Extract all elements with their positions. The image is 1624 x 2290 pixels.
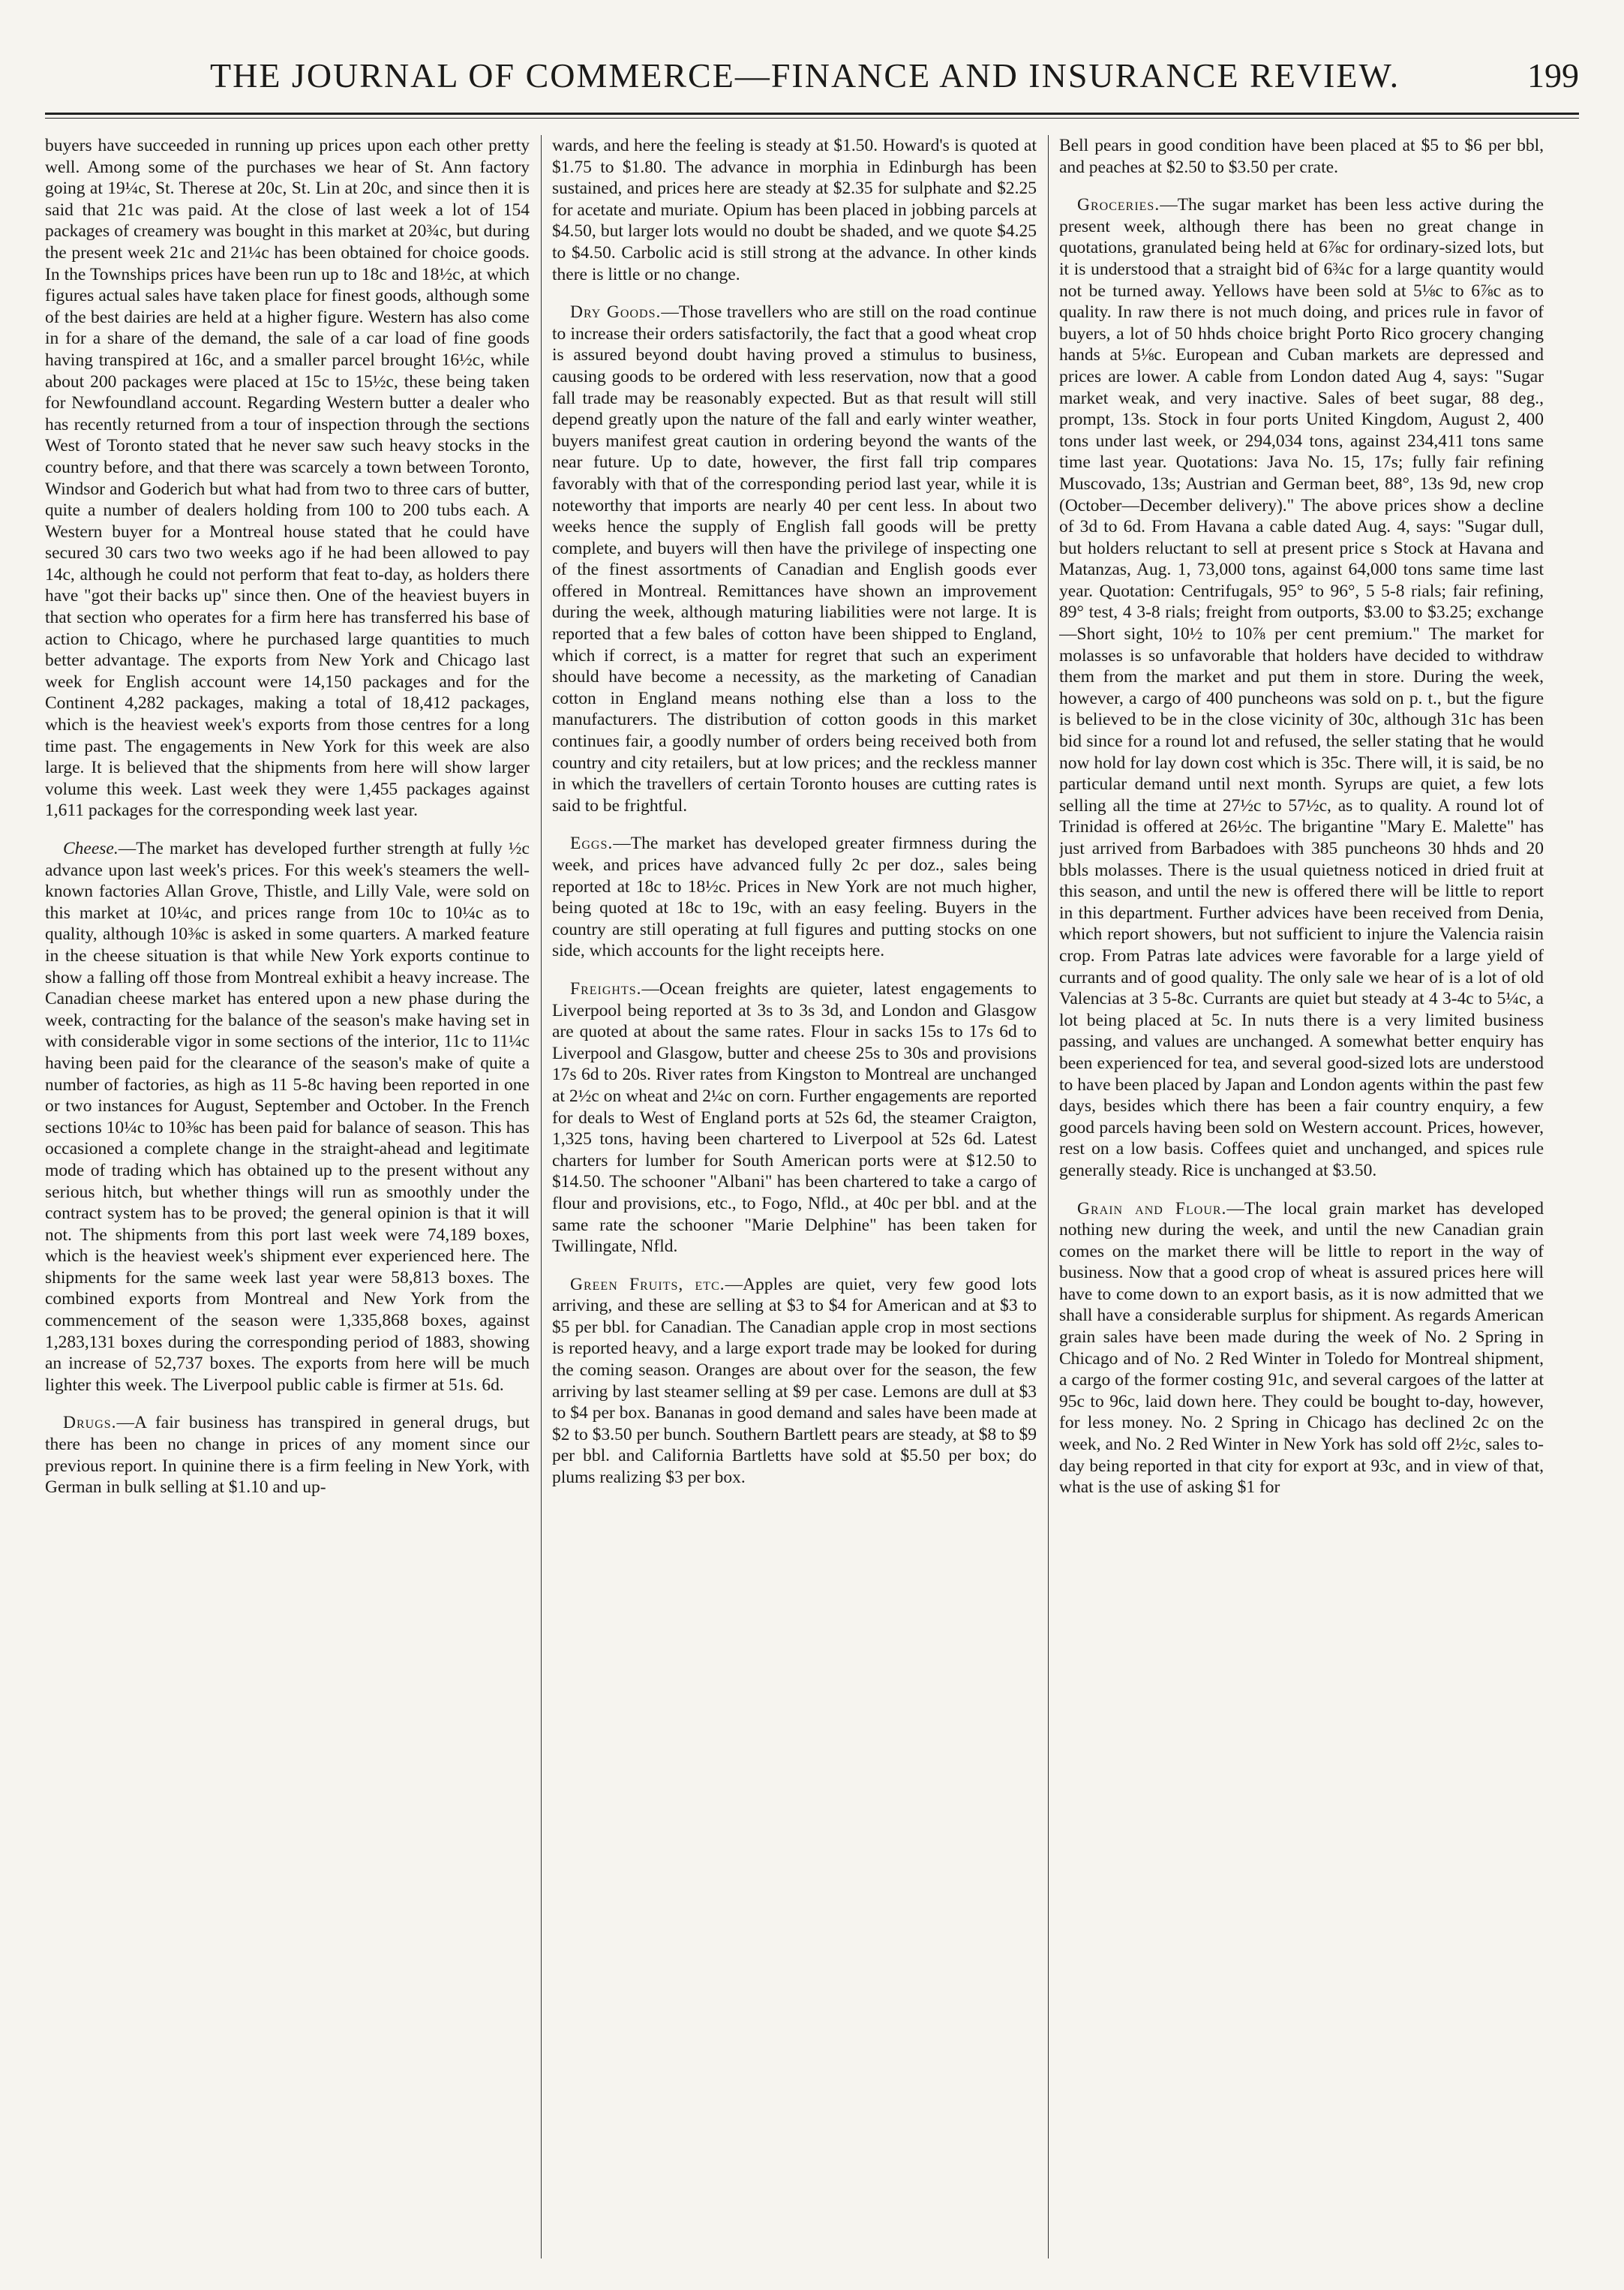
journal-title: THE JOURNAL OF COMMERCE—FINANCE AND INSURANCE REVIEW. [210,56,1400,95]
section-heading-cheese: Cheese. [63,839,119,858]
column-3-paragraph-groceries: Groceries.—The sugar market has been less active during the present week, although there has been no great change in quotations, granulated being held at 6⅞c for ordinary-sized lots, but it is understood that a straight bid of 6¾c for a large quantity would not be turned away. Yellows have been sold at 5⅛c to 6⅞c as to quality. In raw there is not much doing, and prices rule in favor of buyers, a lot of 50 hhds choice bright Porto Rico grocery changing hands at 5⅛c. European and Cuban markets are depressed and prices are lower. A cable from London dated Aug 4, says: "Sugar market weak, and very inactive. Sales of beet sugar, 88 deg., prompt, 13s. Stock in four ports United Kingdom, August 2, 400 tons under last week, or 294,034 tons, against 234,411 tons same time last year. Quotations: Java No. 15, 17s; fully fair refining Muscovado, 13s; Austrian and German beet, 88°, 13s 9d, new crop (October—December delivery)." The above prices show a decline of 3d to 6d. From Havana a cable dated Aug. 4, says: "Sugar dull, but holders reluctant to sell at present price s Stock at Havana and Matanzas, Aug. 1, 73,000 tons, against 64,000 tons same time last year. Quotation: Centrifugals, 95° to 96°, 5 5-8 rials; fair refining, 89° test, 4 3-8 rials; freight from outports, $3.00 to $3.25; exchange—Short sight, 10½ to 10⅞ per cent premium." The market for molasses is so unfavorable that holders have decided to withdraw them from the market and put them in store. During the week, however, a cargo of 400 puncheons was sold on p. t., but the figure is believed to be in the close vicinity of 30c, although 31c has been bid since for a round lot and refused, the seller stating that he would now hold for lay down cost which is 35c. There will, it is said, be no particular demand until next month. Syrups are quiet, a few lots selling all the time at 27½c to 57½c, as to quality. A round lot of Trinidad is offered at 26½c. The brigantine "Mary E. Malette" has just arrived from Barbadoes with 385 puncheons 30 hhds and 20 bbls molasses. There is the usual quietness noticed in dried fruit at this season, and until the new is offered there will be little to report in this department. Further advices have been received from Denia, which report showers, but not sufficient to injure the Valencia raisin crop. From Patras late advices were favorable for a large yield of currants and of good quality. The only sale we hear of is a lot of old Valencias at 3 5-8c. Currants are quiet but steady at 4 3-4c to 5¼c, a lot being placed at 5c. In nuts there is a very limited business passing, and values are unchanged. A somewhat better enquiry has been experienced for tea, and several good-sized lots are understood to have been placed by Japan and London agents within the past few days, besides which there has been a fair country enquiry, a few good parcels having been sold on Western account. Prices, however, rest on a low basis. Coffees quiet and unchanged, and spices rule generally steady. Rice is unchanged at $3.50. [1059,195,1544,1180]
column-2-paragraph-freights: Freights.—Ocean freights are quieter, latest engagements to Liverpool being reported at 3s to 3s 3d, and London and Glasgow are quoted at about the same rates. Flour in sacks 15s to 17s 6d to Liverpool and Glasgow, butter and cheese 25s to 30s and provisions 17s 6d to 20s. River rates from Kingston to Montreal are unchanged at 2½c on wheat and 2¼c on corn. Further engagements are reported for deals to West of England ports at 52s 6d, the steamer Craigton, 1,325 tons, having been chartered to Liverpool at 52s 6d. Latest charters for lumber for South American ports were at $12.50 to $14.50. The schooner "Albani" has been chartered to take a cargo of flour and provisions, etc., to Fogo, Nfld., at 40c per bbl. and at the same rate the schooner "Marie Delphine" has been taken for Twillingate, Nfld. [552,978,1037,1257]
column-1 [45,135,530,2258]
header-rule-thin [45,118,1579,119]
section-heading-groceries: Groceries. [1077,195,1160,215]
section-heading-green-fruits: Green Fruits, etc. [570,1274,725,1294]
page-header [45,45,1579,105]
column-1-paragraph-1: buyers have succeeded in running up prices upon each other pretty well. Among some of the purchases we hear of St. Ann factory going at 19¼c, St. Therese at 20c, St. Lin at 20c, and since then it is said that 21c was paid. At the close of last week a lot of 154 packages of creamery was bought in this market at 20¾c, but during the present week 21c and 21¼c has been obtained for choice goods. In the Townships prices have been run up to 18c and 18½c, at which figures actual sales have taken place for finest goods, although some of the best dairies are held at a higher figure. Western has also come in for a share of the demand, the sale of a car load of fine goods having transpired at 16c, and a smaller parcel brought 16½c, while about 200 packages were placed at 15c to 15½c, these being taken for Newfoundland account. Regarding Western butter a dealer who has recently returned from a tour of inspection through the sections West of Toronto stated that he never saw such heavy stocks in the country before, and that there was scarcely a town between Toronto, Windsor and Goderich but what had from two to three cars of butter, quite a number of dealers holding from 100 to 200 tubs each. A Western buyer for a Montreal house stated that he could have secured 30 cars two two weeks ago if he had been allowed to pay 14c, although he could not perform that feat to-day, as holders there have "got their backs up" since then. One of the heaviest buyers in that section who operates for a firm here has transferred his base of action to Chicago, where he purchased large quantities to much better advantage. The exports from New York and Chicago last week for English account were 14,150 packages and for the Continent 4,282 packages, making a total of 18,412 packages, which is the heaviest week's exports from those centres for a long time past. The engagements in New York for this week are also large. It is believed that the shipments from here will show larger volume this week. Last week they were 1,455 packages against 1,611 packages for the corresponding week last year. [45,136,530,821]
column-2-paragraph-dry-goods: Dry Goods.—Those travellers who are still on the road continue to increase their orders satisfactorily, the fact that a good wheat crop is assured beyond doubt having proved a stimulus to business, causing goods to be ordered with less reservation, now that a good fall trade may be reasonably expected. But as that result will still depend greatly upon the nature of the fall and early winter weather, buyers manifest great caution in ordering beyond the wants of the near future. Up to date, however, the first fall trip compares favorably with that of the corresponding period last year, while it is noteworthy that imports are nearly 40 per cent less. In about two weeks hence the supply of English fall goods will be pretty complete, and buyers will then have the privilege of inspecting one of the finest assortments of Canadian and English goods ever offered in Montreal. Remittances have shown an improvement during the week, although maturing liabilities were not large. It is reported that a few bales of cotton have been shipped to England, which if correct, is a matter for regret that such an experiment should have become a necessity, as the marketing of Canadian cotton in England means nothing else than a loss to the manufacturers. The distribution of cotton goods in this market continues fair, a goodly number of orders being received both from country and city retailers, but at low prices; and the reckless manner in which the travellers of certain Toronto houses are cutting rates is said to be frightful. [552,302,1037,816]
column-3-paragraph-grain-flour: Grain and Flour.—The local grain market has developed nothing new during the week, and until the new Canadian grain comes on the market there will be little to report in the way of business. Now that a good crop of wheat is assured prices here will have to come down to an export basis, as it is now admitted that we shall have a considerable surplus for shipment. As regards American grain sales have been made during the week of No. 2 Spring in Chicago and of No. 2 Red Winter in Toledo for Montreal shipment, a cargo of the former costing 91c, and several cargoes of the latter at 95c to 96c, laid down here. They could be bought to-day, however, for less money. No. 2 Spring in Chicago has declined 2c on the week, and No. 2 Red Winter in New York has sold off 2½c, sales to-day being reported in that city for export at 93c, and in view of that, what is the use of asking $1 for [1059,1198,1544,1498]
header-rule-thick [45,113,1579,115]
column-3 [1059,135,1544,2258]
section-heading-dry-goods: Dry Goods. [570,302,662,323]
section-heading-grain-flour: Grain and Flour. [1077,1198,1227,1219]
section-heading-drugs: Drugs. [63,1413,117,1433]
section-heading-eggs: Eggs. [570,834,614,854]
column-2-paragraph-eggs: Eggs.—The market has developed greater firmness during the week, and prices have advanced fully 2c per doz., sales being reported at 18c to 18½c. Prices in New York are not much higher, being quoted at 18c to 19c, with an easy feeling. Buyers in the country are still operating at full figures and putting stocks on one side, which accounts for the light receipts here. [552,834,1037,961]
column-1-paragraph-drugs: Drugs.—A fair business has transpired in general drugs, but there has been no change in prices of any moment since our previous report. In quinine there is a firm feeling in New York, with German in bulk selling at $1.10 and up- [45,1413,530,1498]
column-divider-2 [1048,135,1049,2258]
column-2 [552,135,1037,2258]
column-divider-1 [541,135,542,2258]
page-number: 199 [1527,56,1579,95]
column-3-paragraph-fruits-cont: Bell pears in good condition have been placed at $5 to $6 per bbl, and peaches at $2.50 to $3.50 per crate. [1059,136,1544,177]
column-1-paragraph-cheese: Cheese.—The market has developed further strength at fully ½c advance upon last week's prices. For this week's steamers the well-known factories Allan Grove, Thistle, and Lilly Vale, were sold on this market at 10¼c, and prices range from 10c to 10¼c as to quality, although 10⅜c is asked in some quarters. A marked feature in the cheese situation is that while New York exports continue to show a falling off those from Montreal exhibit a heavy increase. The Canadian cheese market has entered upon a new phase during the week, contracting for the balance of the season's make having set in with considerable vigor in some sections of the interior, 11c to 11¼c having been paid for the clearance of the season's make of quite a number of factories, as high as 11 5-8c having been reported in one or two instances for August, September and October. In the French sections 10¼c to 10⅜c has been paid for balance of season. This has occasioned a complete change in the straight-ahead and legitimate mode of trading which has obtained up to the present without any serious hitch, but whether things will run as smoothly under the contract system has to be proved; the general opinion is that it will not. The shipments from this port last week were 74,189 boxes, which is the heaviest week's shipment ever experienced here. The shipments for the same week last year were 58,813 boxes. The combined exports from Montreal and New York from the commencement of the season were 1,335,868 boxes, against 1,283,131 boxes during the corresponding period of 1883, showing an increase of 52,737 boxes. The exports from here will be much lighter this week. The Liverpool public cable is firmer at 51s. 6d. [45,839,530,1395]
section-heading-freights: Freights. [570,978,642,999]
column-2-paragraph-green-fruits: Green Fruits, etc.—Apples are quiet, very few good lots arriving, and these are selling at $3 to $4 for American and at $3 to $5 per bbl. for Canadian. The Canadian apple crop in most sections is reported heavy, and a large export trade may be looked for during the coming season. Oranges are about over for the season, the few arriving by last steamer selling at $9 per case. Lemons are dull at $3 to $4 per box. Bananas in good demand and sales have been made at $2 to $3.50 per bunch. Southern Bartlett pears are steady, at $8 to $9 per bbl. and California Bartletts have sold at $5.50 per box; do plums realizing $3 per box. [552,1274,1037,1488]
column-2-paragraph-drugs-cont: wards, and here the feeling is steady at $1.50. Howard's is quoted at $1.75 to $1.80. The advance in morphia in Edinburgh has been sustained, and prices here are steady at $2.35 for sulphate and $2.25 for acetate and muriate. Opium has been placed in jobbing parcels at $4.50, but larger lots would no doubt be shaded, and we quote $4.25 to $4.50. Carbolic acid is still strong at the advance. In other kinds there is little or no change. [552,136,1037,284]
